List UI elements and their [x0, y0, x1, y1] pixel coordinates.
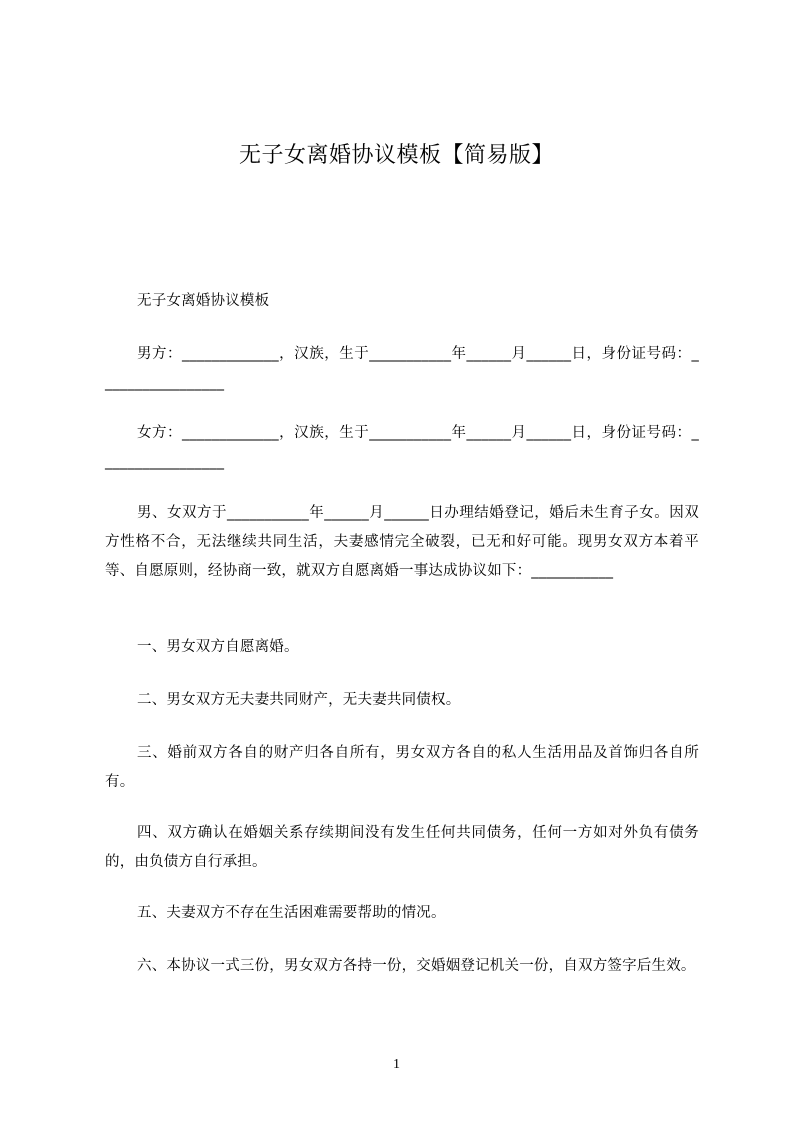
husband-info-paragraph: 男方：_____________，汉族，生于___________年______月______日，身份证号码：_________________ — [105, 346, 699, 391]
clause-1: 一、男女双方自愿离婚。 — [137, 639, 299, 655]
clause-6: 六、本协议一式三份，男女双方各持一份，交婚姻登记机关一份，自双方签字后生效。 — [137, 958, 696, 974]
clause-3: 三、婚前双方各自的财产归各自所有，男女双方各自的私人生活用品及首饰归各自所有。 — [105, 745, 699, 790]
page-number: 1 — [393, 1057, 400, 1072]
document-title: 无子女离婚协议模板【简易版】 — [238, 143, 554, 168]
clause-4: 四、双方确认在婚姻关系存续期间没有发生任何共同债务，任何一方如对外负有债务的，由负债方自行承担。 — [105, 825, 699, 870]
clause-2: 二、男女双方无夫妻共同财产，无夫妻共同债权。 — [137, 692, 461, 708]
marriage-background-paragraph: 男、女双方于___________年______月______日办理结婚登记，婚后未生育子女。因双方性格不合，无法继续共同生活，夫妻感情完全破裂，已无和好可能。现男女双方本着平等、自愿原则，经协商一致，就双方自愿离婚一事达成协议如下：___________ — [105, 505, 699, 579]
clause-5: 五、夫妻双方不存在生活困难需要帮助的情况。 — [137, 905, 446, 921]
document-subtitle: 无子女离婚协议模板 — [137, 293, 270, 309]
wife-info-paragraph: 女方：_____________，汉族，生于___________年______月______日，身份证号码：_________________ — [105, 425, 699, 470]
